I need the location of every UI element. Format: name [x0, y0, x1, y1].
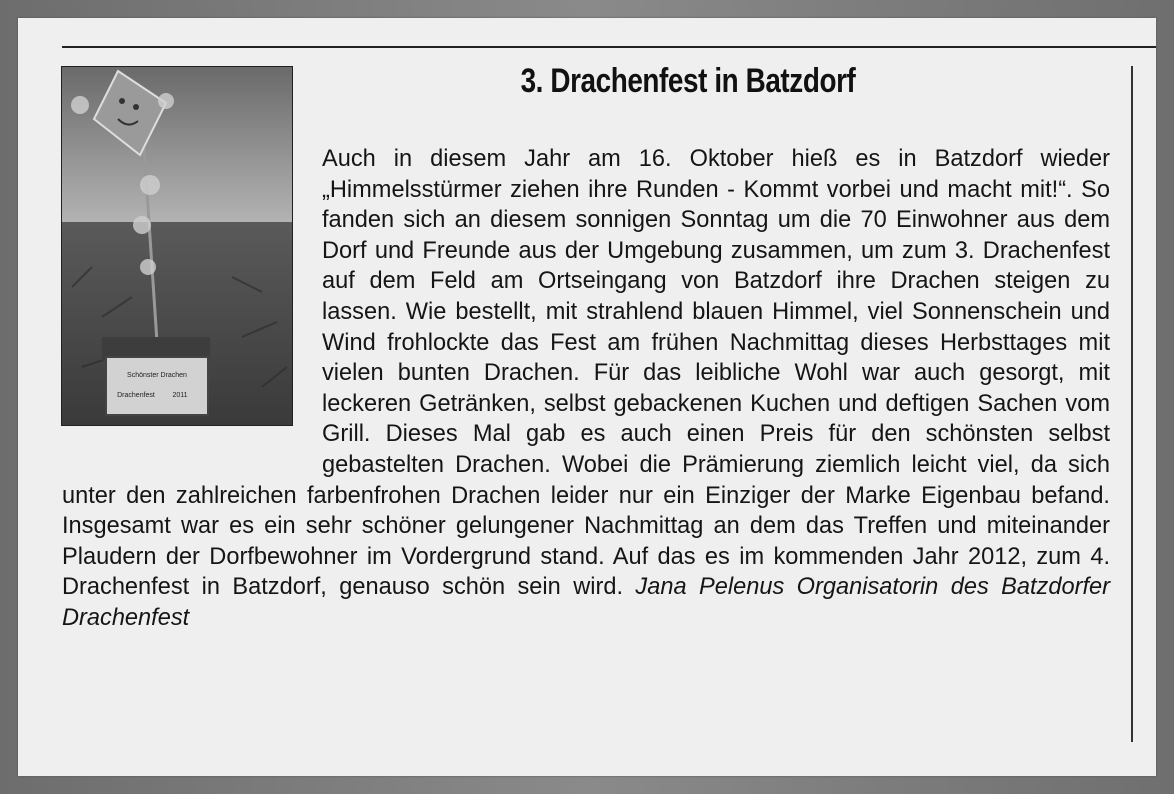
article-author: Jana Pelenus Organisatorin des Batzdorfer Drachenfest — [62, 574, 1110, 631]
article-body — [62, 144, 1110, 634]
photo-float-spacer — [62, 144, 322, 456]
plaque-year: 2011 — [172, 392, 188, 399]
column-rule — [1131, 66, 1133, 742]
article-headline: 3. Drachenfest in Batzdorf — [520, 62, 856, 100]
plaque-line1: Schönster Drachen — [127, 372, 187, 379]
newspaper-clipping — [18, 18, 1156, 776]
plaque-line2: Drachenfest — [117, 392, 155, 399]
article-body-text: Auch in diesem Jahr am 16. Oktober hieß es in Batzdorf wieder „Himmelsstürmer ziehen ihre Runden - Kommt vorbei und macht mit!“. So fanden sich an diesem sonnigen Sonntag um die 70 Einwohner aus dem Dorf und Freunde aus der Umgebung zusammen, um zum 3. Drachenfest auf dem Feld am Ortseingang von Batzdorf ihre Drachen steigen zu lassen. Wie bestellt, mit strahlend blauen Himmel, viel Sonnenschein und Wind frohlockte das Fest am frühen Nachmittag dieses Herbsttages mit vielen bunten Drachen. Für das leibliche Wohl war auch gesorgt, mit leckeren Getränken, selbst gebackenen Kuchen und deftigen Sachen vom Grill. Dieses Mal gab es auch einen Preis für den schönsten selbst gebastelten Drachen. Wobei die Prämierung ziemlich leicht viel, da sich unter den zahlreichen farbenfrohen Drachen leider nur ein Einziger der Marke Eigenbau befand. Insgesamt war es ein sehr schöner gelungener Nachmittag an dem das Treffen und miteinander Plaudern der Dorfbewohner im Vordergrund stand. Auf das es im kommenden Jahr 2012, zum 4. Drachenfest in Batzdorf, genauso schön sein wird. — [62, 146, 1110, 601]
top-rule — [62, 46, 1156, 48]
